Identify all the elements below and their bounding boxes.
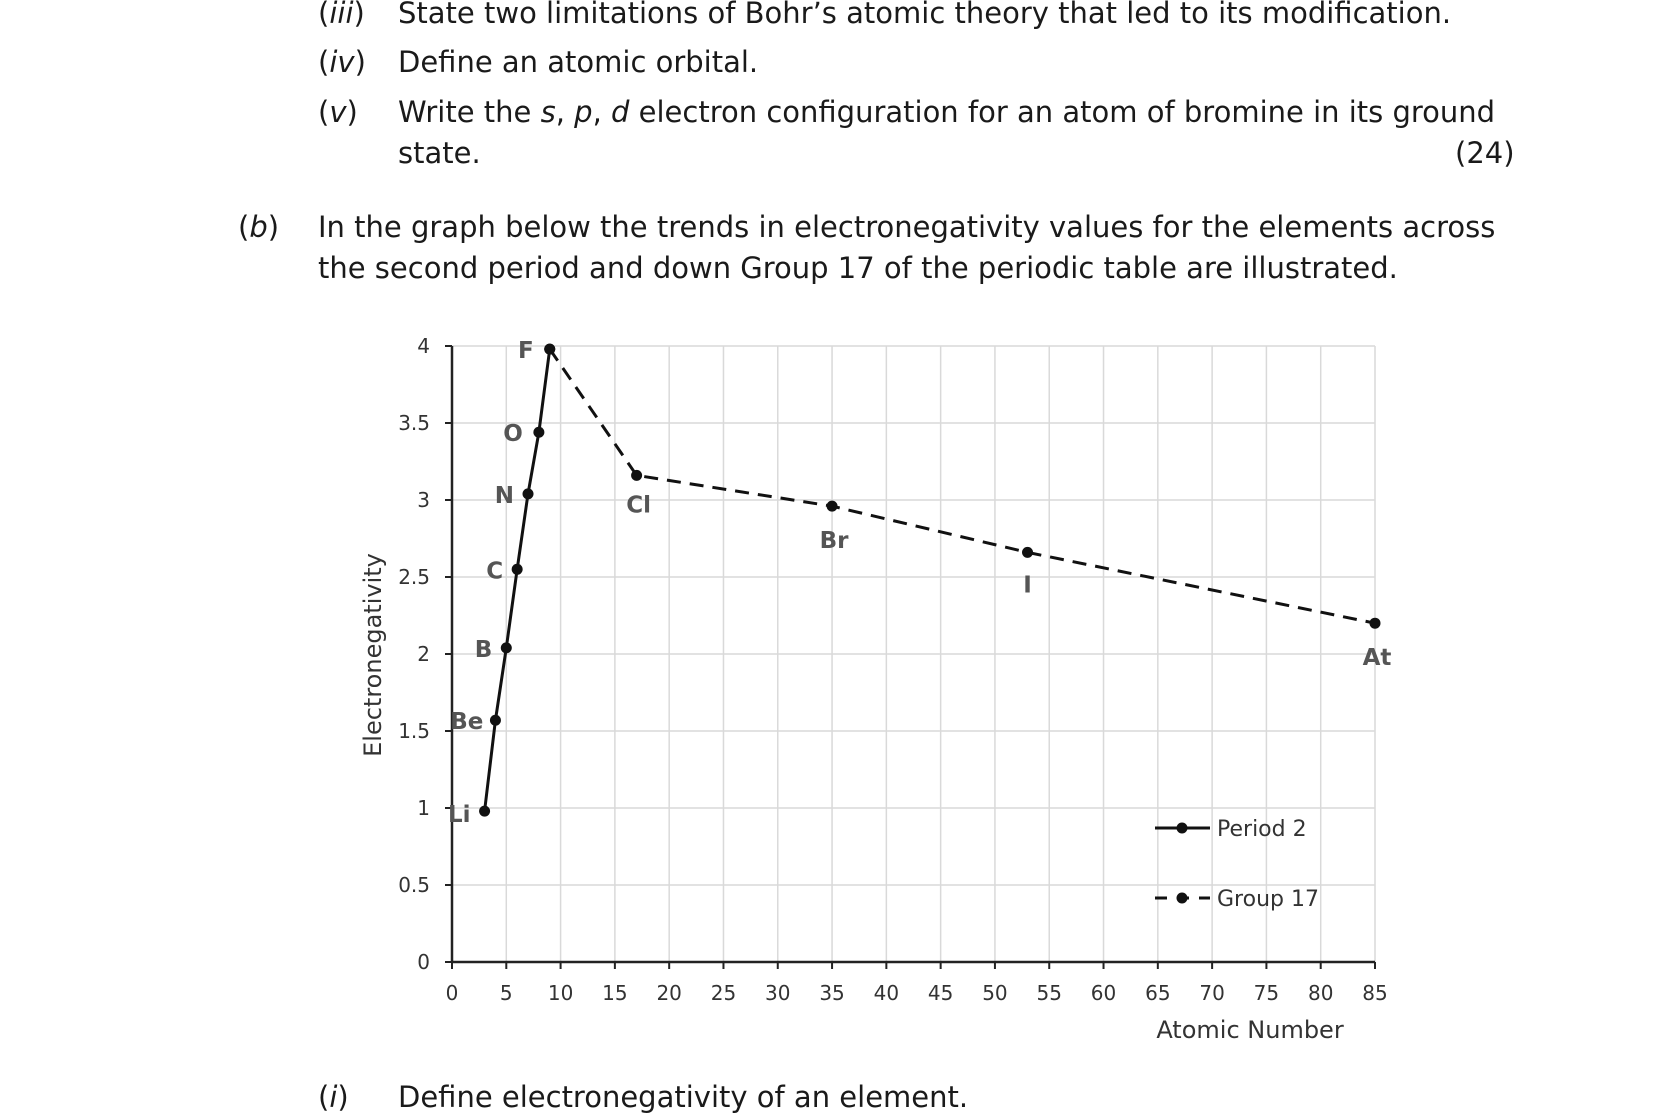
x-tick-label: 70 (1199, 981, 1225, 1005)
data-point (490, 715, 501, 726)
question-number-v: (v) (318, 95, 358, 129)
point-label: At (1362, 645, 1392, 672)
point-label: Br (819, 528, 849, 555)
y-tick-label: 3.5 (398, 411, 430, 435)
point-label: O (503, 421, 523, 448)
question-iv-text: Define an atomic orbital. (398, 45, 759, 79)
marks-label: (24) (1455, 136, 1515, 170)
y-tick-label: 1 (417, 796, 430, 820)
y-axis-ticks (398, 334, 452, 974)
legend-label-period-2: Period 2 (1217, 817, 1307, 842)
legend-marker-period-2 (1177, 823, 1188, 834)
question-number-iv: (iv) (318, 45, 366, 79)
x-axis-label: Atomic Number (1156, 1016, 1344, 1044)
legend-marker-group-17 (1177, 893, 1188, 904)
point-label: I (1023, 572, 1032, 599)
data-point (501, 642, 512, 653)
x-tick-label: 0 (445, 981, 459, 1005)
y-axis-label: Electronegativity (359, 553, 387, 757)
data-point (512, 564, 523, 575)
x-tick-label: 55 (1036, 981, 1062, 1005)
x-tick-label: 45 (927, 981, 954, 1005)
x-axis-ticks (446, 962, 1388, 1005)
data-point (523, 488, 534, 499)
question-iii-text: State two limitations of Bohr’s atomic theory that led to its modification. (398, 0, 1452, 30)
question-number-iii: (iii) (318, 0, 365, 30)
x-tick-label: 35 (819, 981, 845, 1005)
x-tick-label: 15 (602, 981, 628, 1005)
series-line-group-17 (550, 349, 1375, 623)
part-b-text-line2: the second period and down Group 17 of the periodic table are illustrated. (318, 251, 1398, 285)
point-label: Li (448, 802, 471, 829)
x-tick-label: 65 (1145, 981, 1171, 1005)
point-label: B (474, 636, 493, 663)
x-tick-label: 5 (499, 981, 513, 1005)
data-point (479, 806, 490, 817)
point-label: F (518, 338, 534, 365)
x-tick-label: 85 (1362, 981, 1388, 1005)
y-tick-label: 2.5 (398, 565, 430, 589)
y-tick-label: 4 (417, 334, 430, 358)
point-label: Be (450, 709, 484, 736)
data-point (1022, 547, 1033, 558)
y-tick-label: 0 (417, 950, 430, 974)
part-b-text-line1: In the graph below the trends in electronegativity values for the elements across (318, 210, 1496, 244)
x-tick-label: 10 (547, 981, 574, 1005)
data-point (544, 344, 555, 355)
x-tick-label: 25 (710, 981, 737, 1005)
y-tick-label: 1.5 (398, 719, 430, 743)
question-v-text: Write the s, p, d electron configuration for an atom of bromine in its ground (398, 95, 1496, 129)
y-tick-label: 2 (417, 642, 430, 666)
x-tick-label: 50 (982, 981, 1008, 1005)
data-point (827, 501, 838, 512)
point-label: C (486, 558, 504, 585)
y-tick-label: 0.5 (398, 873, 430, 897)
point-label: Cl (626, 492, 651, 519)
point-labels (448, 338, 1391, 828)
x-tick-label: 80 (1307, 981, 1334, 1005)
chart-legend (1155, 817, 1319, 912)
point-label: N (494, 482, 515, 509)
y-tick-label: 3 (417, 488, 430, 512)
legend-label-group-17: Group 17 (1217, 887, 1319, 912)
x-tick-label: 40 (873, 981, 900, 1005)
data-point (1370, 618, 1381, 629)
x-tick-label: 20 (656, 981, 682, 1005)
x-tick-label: 60 (1090, 981, 1117, 1005)
x-tick-label: 30 (765, 981, 791, 1005)
question-number-i: (i) (318, 1080, 349, 1114)
question-i-text: Define electronegativity of an element. (398, 1080, 969, 1114)
chart-grid (452, 346, 1375, 962)
data-point (533, 427, 544, 438)
x-tick-label: 75 (1253, 981, 1280, 1005)
question-v-text-continued: state. (398, 136, 481, 170)
data-point (631, 470, 642, 481)
part-b-number: (b) (238, 210, 280, 244)
